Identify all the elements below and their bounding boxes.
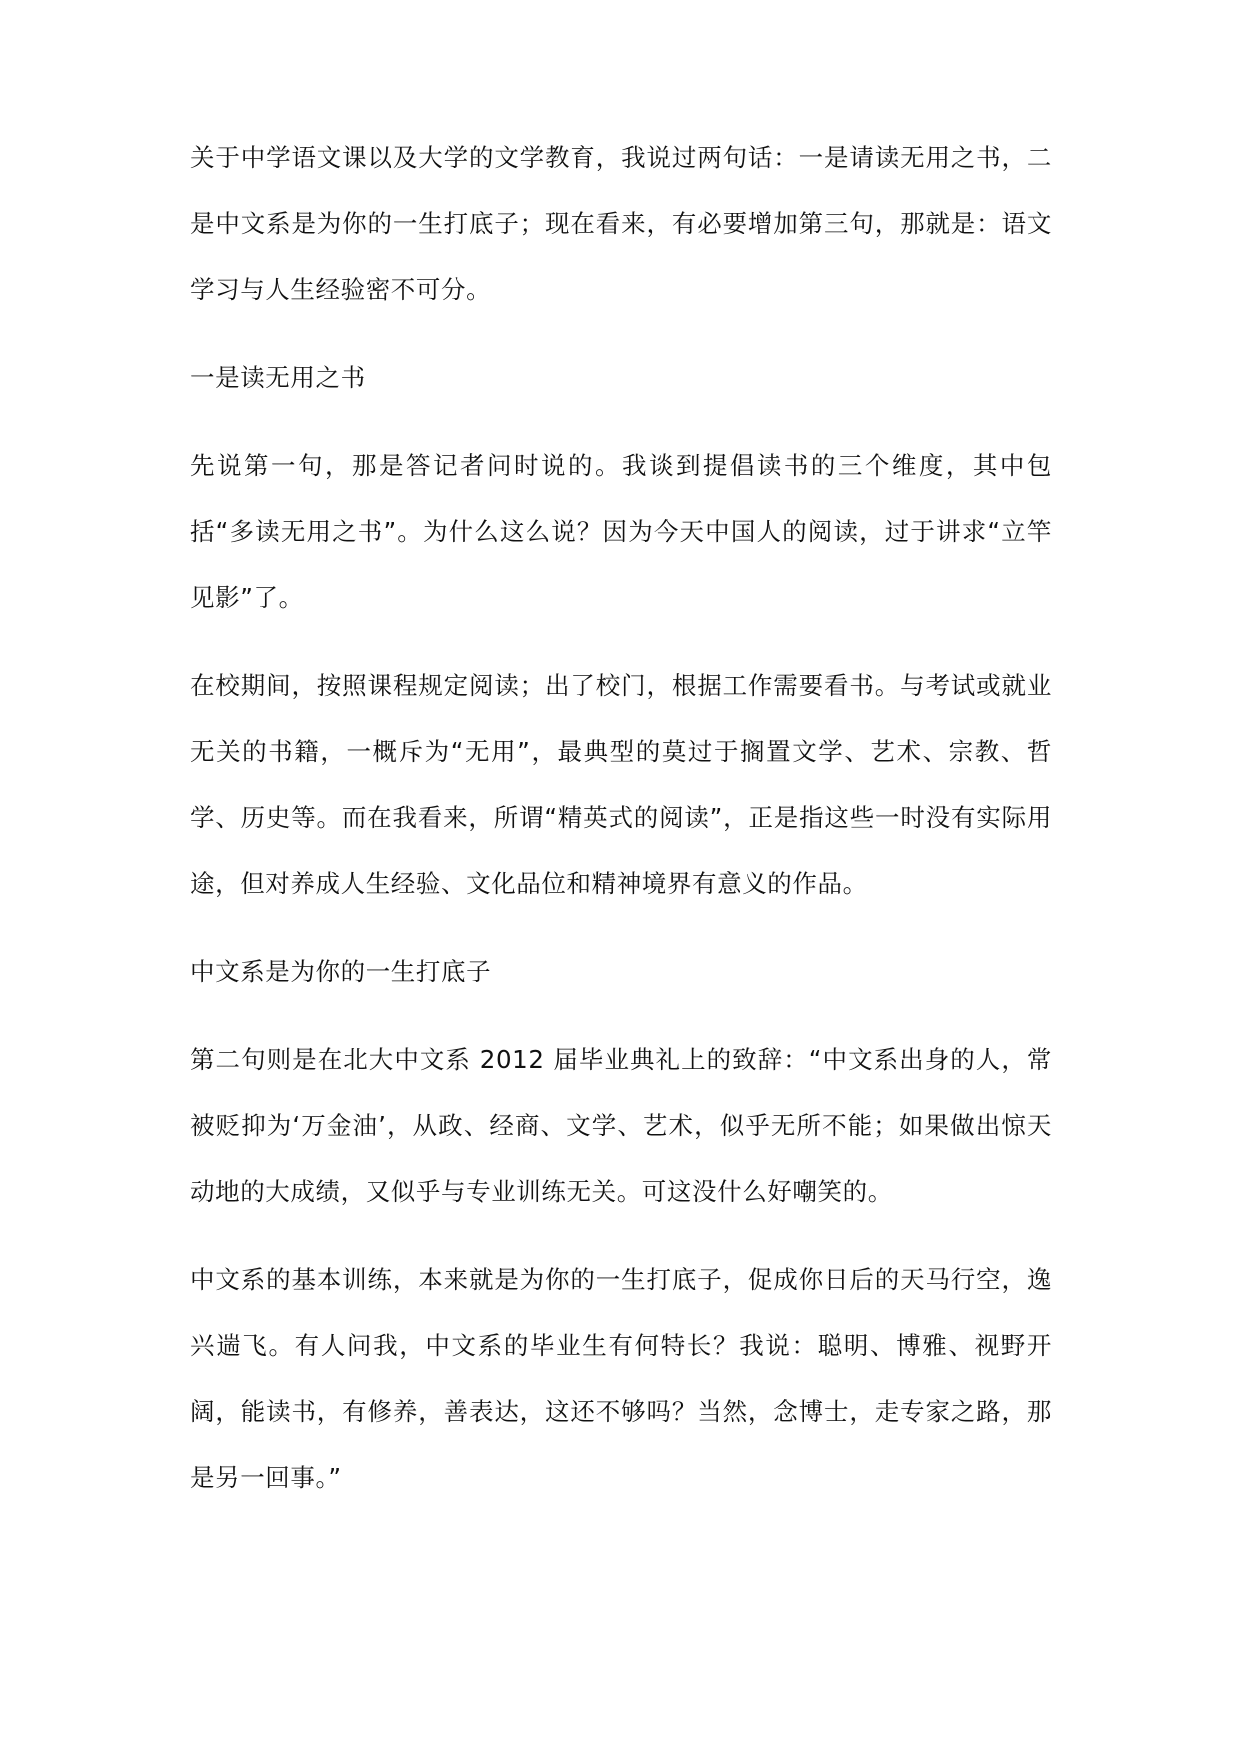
paragraph-intro: 关于中学语文课以及大学的文学教育，我说过两句话：一是请读无用之书，二是中文系是为你的一生打底子；现在看来，有必要增加第三句，那就是：语文学习与人生经验密不可分。	[190, 143, 1052, 304]
section-heading-useless-books: 一是读无用之书	[190, 363, 366, 392]
document-body	[190, 125, 1052, 1533]
paragraph-graduation-speech: 第二句则是在北大中文系 2012 届毕业典礼上的致辞：“中文系出身的人，常被贬抑为‘万金油’，从政、经商、文学、艺术，似乎无所不能；如果做出惊天动地的大成绩，又似乎与专业训练无关。可这没什么好嘲笑的。	[190, 1045, 1052, 1206]
paragraph-reading-scope: 在校期间，按照课程规定阅读；出了校门，根据工作需要看书。与考试或就业无关的书籍，一概斥为“无用”，最典型的莫过于搁置文学、艺术、宗教、哲学、历史等。而在我看来，所谓“精英式的阅读”，正是指这些一时没有实际用途，但对养成人生经验、文化品位和精神境界有意义的作品。	[190, 671, 1052, 898]
section-heading-foundation: 中文系是为你的一生打底子	[190, 957, 492, 986]
paragraph-basic-training: 中文系的基本训练，本来就是为你的一生打底子，促成你日后的天马行空，逸兴遄飞。有人问我，中文系的毕业生有何特长？我说：聪明、博雅、视野开阔，能读书，有修养，善表达，这还不够吗？当然，念博士，走专家之路，那是另一回事。”	[190, 1265, 1052, 1492]
paragraph-first-sentence: 先说第一句，那是答记者问时说的。我谈到提倡读书的三个维度，其中包括“多读无用之书”。为什么这么说？因为今天中国人的阅读，过于讲求“立竿见影”了。	[190, 451, 1052, 612]
